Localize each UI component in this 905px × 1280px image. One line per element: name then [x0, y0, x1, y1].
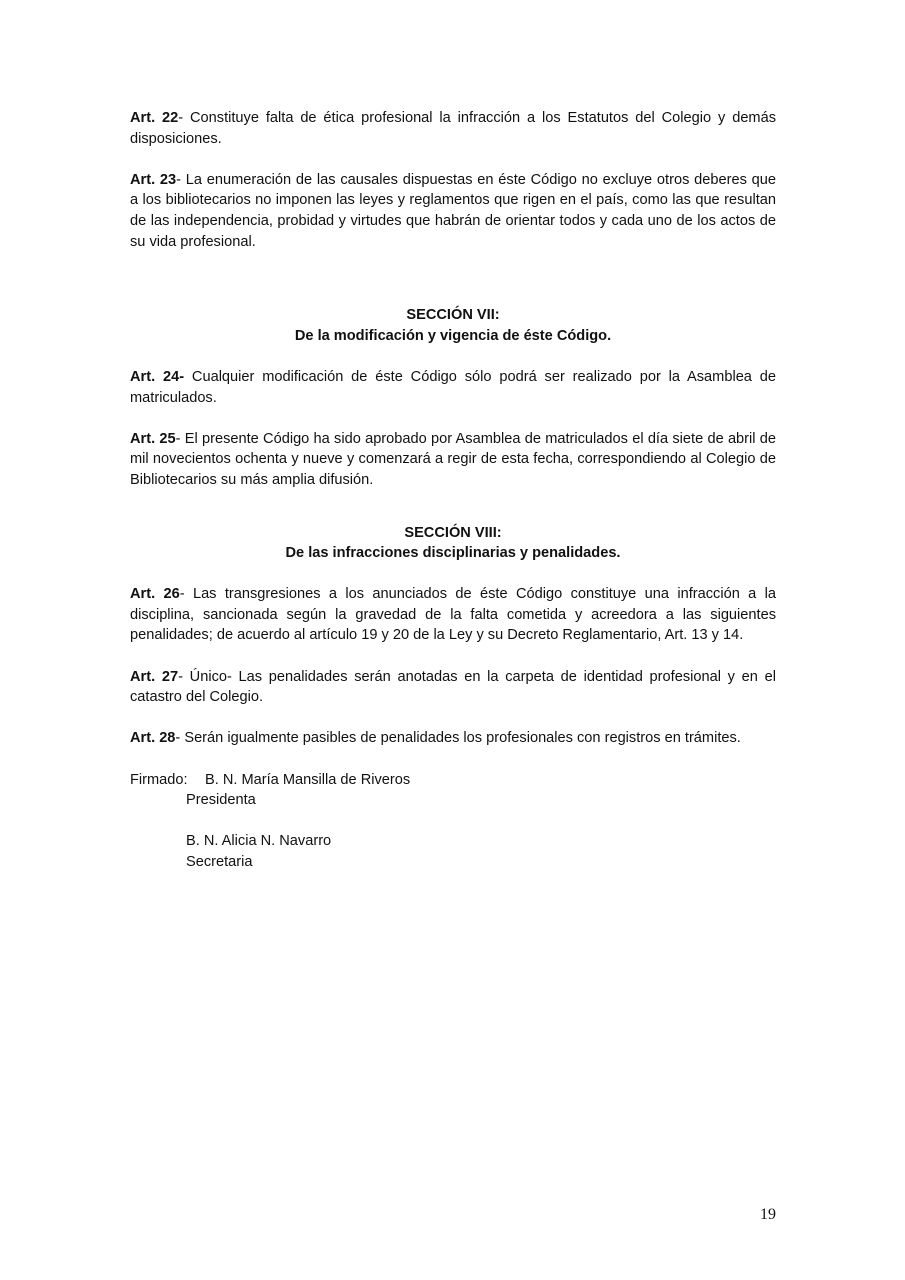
- signature-block: [130, 770, 776, 873]
- article-label: Art. 25: [130, 430, 176, 447]
- page-number: 19: [760, 1206, 776, 1223]
- article-28: [130, 728, 776, 749]
- article-25: [130, 429, 776, 491]
- article-26: [130, 584, 776, 646]
- article-24: [130, 367, 776, 408]
- section-subheading: De la modificación y vigencia de éste Código.: [294, 327, 612, 344]
- document-page: [130, 108, 776, 873]
- signatory-role: Secretaria: [186, 854, 253, 870]
- article-text: - Constituye falta de ética profesional la infracción a los Estatutos del Colegio y demás disposiciones.: [130, 110, 777, 147]
- article-text: - El presente Código ha sido aprobado por Asamblea de matriculados el día siete de abril de mil novecientos ochenta y nueve y comenzará a regir de esta fecha, correspondiendo al Colegio de Bibliotecarios su más amplia difusión.: [130, 430, 777, 488]
- section-subheading: De las infracciones disciplinarias y penalidades.: [285, 545, 621, 562]
- article-label: Art. 28: [130, 730, 176, 747]
- article-label: Art. 24-: [130, 368, 185, 385]
- signature-first-row: [130, 770, 776, 791]
- section-heading: SECCIÓN VII:: [406, 307, 500, 324]
- article-text: - La enumeración de las causales dispuestas en éste Código no excluye otros deberes que a los bibliotecarios no imponen las leyes y reglamentos que rigen en el país, como las que resultan de las independencia, probidad y virtudes que habrán de orientar todos y cada uno de los actos de su vida profesional.: [130, 171, 776, 250]
- section-heading: SECCIÓN VIII:: [404, 524, 502, 541]
- article-27: [130, 667, 776, 708]
- article-text: Cualquier modificación de éste Código sólo podrá ser realizado por la Asamblea de matriculados.: [130, 368, 776, 406]
- article-text: - Las transgresiones a los anunciados de éste Código constituye una infracción a la disciplina, sancionada según la gravedad de la falta cometida y acreedora a las siguientes penalidades; de acuerdo al artículo 19 y 20 de la Ley y su Decreto Reglamentario, Art. 13 y 14.: [130, 586, 777, 644]
- article-text: - Serán igualmente pasibles de penalidades los profesionales con registros en trámites.: [175, 730, 741, 747]
- article-label: Art. 27: [130, 668, 179, 685]
- article-label: Art. 22: [130, 110, 179, 126]
- article-text: - Único- Las penalidades serán anotadas en la carpeta de identidad profesional y en el catastro del Colegio.: [130, 668, 776, 706]
- signature-spacer: [130, 811, 776, 832]
- signed-label: Firmado:: [130, 771, 188, 788]
- article-23: [130, 170, 776, 252]
- signatory-role: Presidenta: [186, 792, 256, 809]
- article-label: Art. 26: [130, 586, 180, 603]
- article-22: [130, 108, 776, 149]
- signatory-name: B. N. Alicia N. Navarro: [186, 833, 332, 850]
- section-viii-header: [130, 523, 776, 564]
- signatory-name: B. N. María Mansilla de Riveros: [205, 771, 411, 788]
- section-vii-header: [130, 305, 776, 346]
- article-label: Art. 23: [130, 171, 177, 188]
